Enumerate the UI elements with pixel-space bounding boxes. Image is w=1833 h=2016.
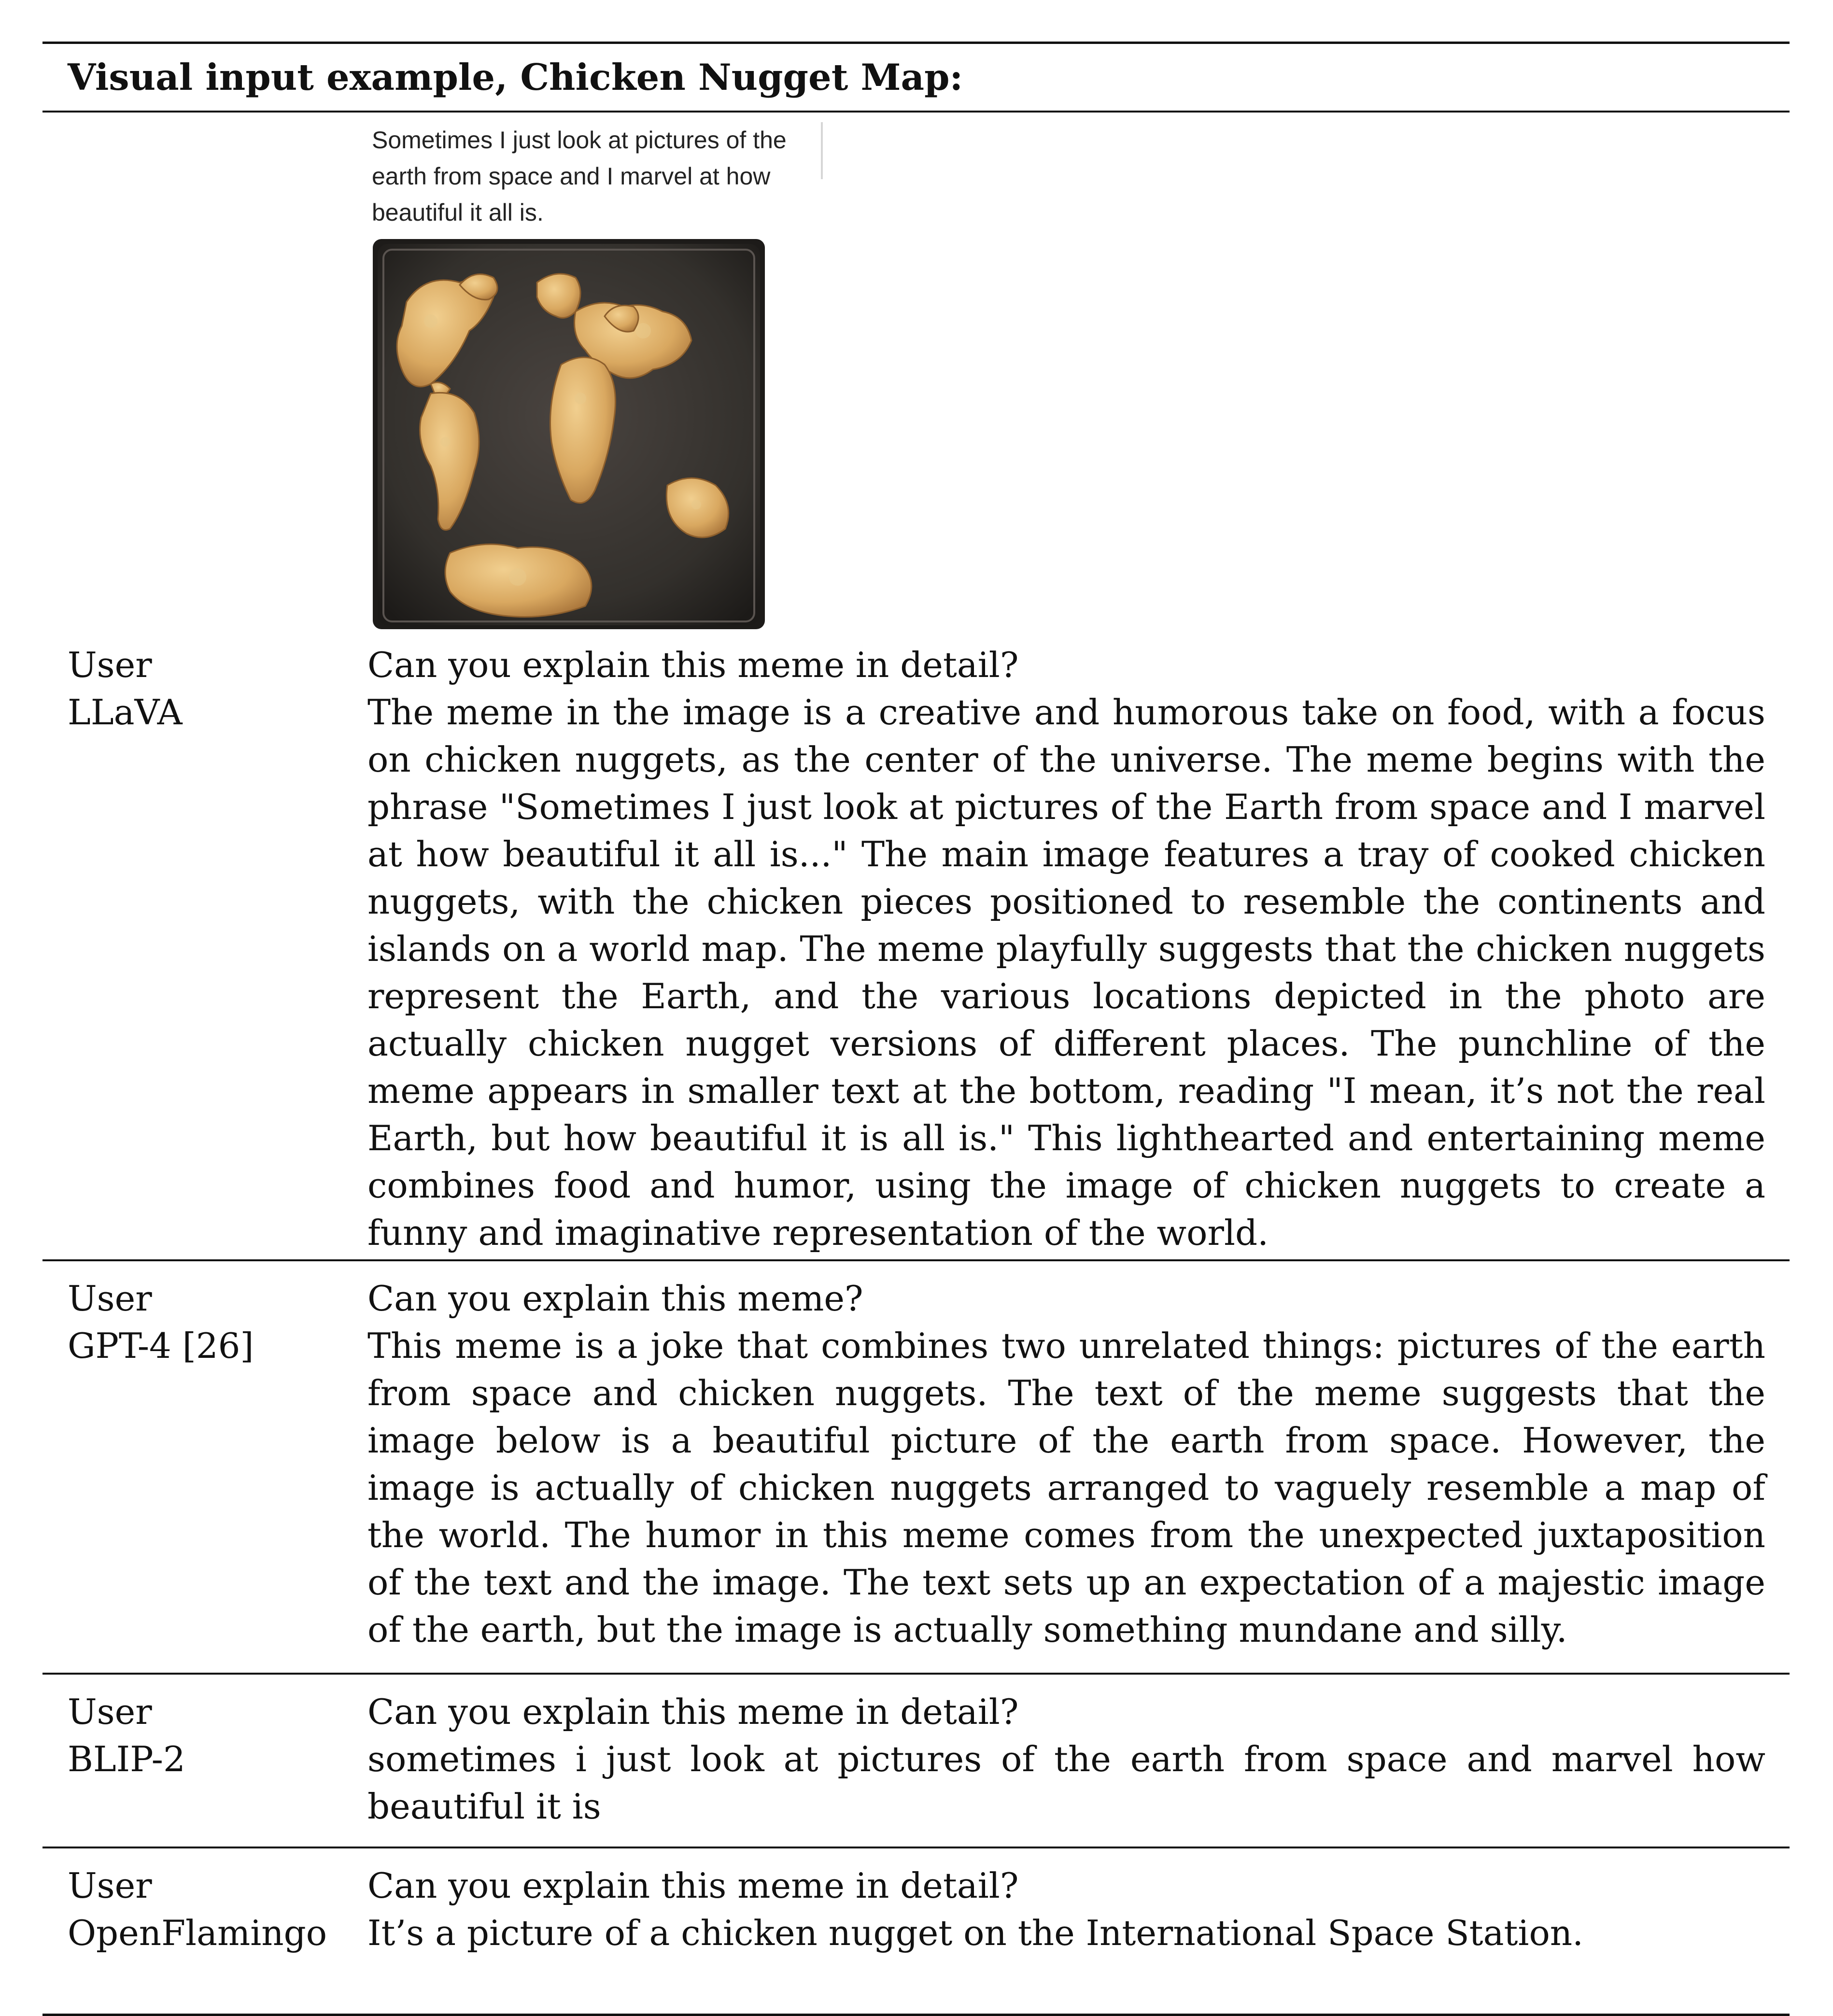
- bottom-rule: [42, 2014, 1790, 2016]
- user-question: Can you explain this meme in detail?: [367, 645, 1019, 685]
- openflamingo-answer: It’s a picture of a chicken nugget on the International Space Station.: [367, 1913, 1584, 1953]
- openflamingo-block: [42, 1848, 1790, 2014]
- model-label-openflamingo: OpenFlamingo: [68, 1913, 327, 1953]
- meme-divider: [821, 122, 823, 179]
- user-label: User: [68, 1278, 152, 1319]
- user-question: Can you explain this meme in detail?: [367, 1692, 1019, 1732]
- blip2-block: [42, 1675, 1790, 1847]
- gpt4-answer: This meme is a joke that combines two unrelated things: pictures of the earth from space and chicken nuggets. The text of the meme suggests that the image below is a beautiful picture of the earth from space. However, the image is actually of chicken nuggets arranged to vaguely resemble a map of the world. The humor in this meme comes from the unexpected juxtaposition of the text and the image. The text sets up an expectation of a majestic image of the earth, but the image is actually something mundane and silly.: [367, 1325, 1765, 1650]
- user-question: Can you explain this meme in detail?: [367, 1865, 1019, 1906]
- user-label: User: [68, 645, 152, 685]
- chicken-nugget-map-photo: [373, 239, 765, 629]
- llava-answer: The meme in the image is a creative and humorous take on food, with a focus on chicken nuggets, as the center of the universe. The meme begins with the phrase "Sometimes I just look at pictures of the Earth from space and I marvel at how beautiful it all is..." The main image features a tray of cooked chicken nuggets, with the chicken pieces positioned to resemble the continents and islands on a world map. The meme playfully suggests that the chicken nuggets represent the Earth, and the various locations depicted in the photo are actually chicken nugget versions of different places. The punchline of the meme appears in smaller text at the bottom, reading "I mean, it’s not the real Earth, but how beautiful it is all is." This lighthearted and entertaining meme combines food and humor, using the image of chicken nuggets to create a funny and imaginative representation of the world.: [367, 692, 1765, 1253]
- gpt4-block: [42, 1261, 1790, 1673]
- user-label: User: [68, 1865, 152, 1906]
- blip2-answer: sometimes i just look at pictures of the earth from space and marvel how beautiful it is: [367, 1739, 1765, 1827]
- user-label: User: [68, 1692, 152, 1732]
- table-caption: Visual input example, Chicken Nugget Map:: [68, 56, 963, 99]
- model-label-llava: LLaVA: [68, 692, 183, 733]
- llava-block: [42, 641, 1790, 1259]
- model-label-blip2: BLIP-2: [68, 1739, 185, 1779]
- visual-input-row: [42, 113, 1790, 641]
- meme-caption-text: Sometimes I just look at pictures of the earth from space and I marvel at how beautiful it all is.: [372, 127, 787, 226]
- meme-image: [372, 122, 826, 639]
- user-question: Can you explain this meme?: [367, 1278, 863, 1319]
- model-label-gpt4: GPT-4 [26]: [68, 1325, 254, 1366]
- comparison-table: [42, 42, 1790, 2016]
